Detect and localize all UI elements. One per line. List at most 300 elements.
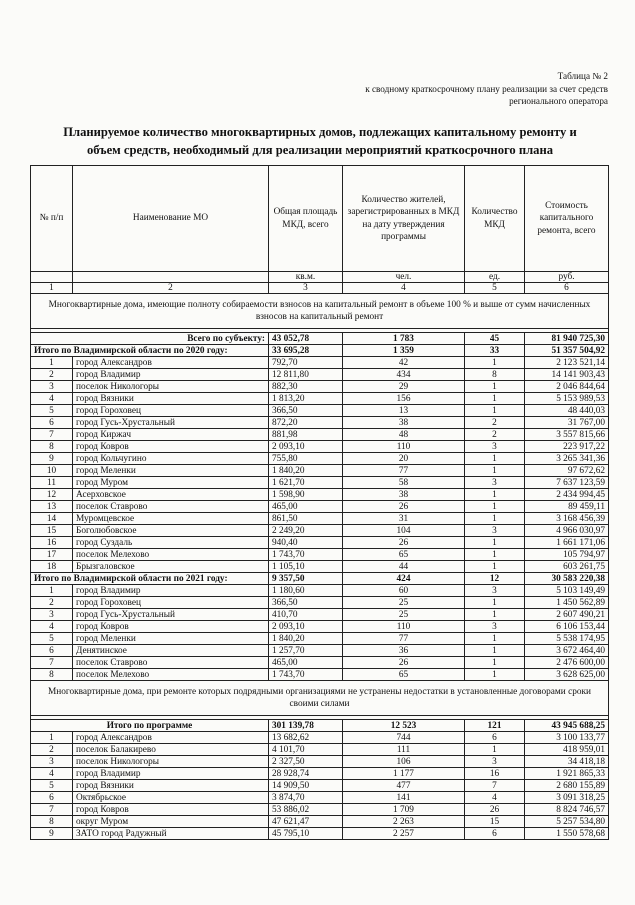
row-number: 4 [31,621,73,633]
cost-value: 2 476 600,00 [525,657,609,669]
cost-value: 8 824 746,57 [525,804,609,816]
total-residents: 424 [343,573,465,585]
count-value: 1 [465,501,525,513]
count-value: 1 [465,453,525,465]
area-value: 465,00 [269,501,343,513]
area-value: 872,20 [269,417,343,429]
count-value: 26 [465,804,525,816]
municipality-name: поселок Ставрово [73,657,269,669]
cost-value: 34 418,18 [525,756,609,768]
municipality-name: город Владимир [73,768,269,780]
section-caption-row [31,681,609,716]
area-value: 881,98 [269,429,343,441]
section-caption: Многоквартирные дома, имеющие полноту собираемости взносов на капитальный ремонт в объеме 100 % и выше от сумм начисленных взносов на капитальный ремонт [31,294,609,329]
cost-value: 3 265 341,36 [525,453,609,465]
count-value: 7 [465,780,525,792]
area-value: 1 621,70 [269,477,343,489]
residents-value: 110 [343,621,465,633]
row-number: 13 [31,501,73,513]
municipality-name: Муромцевское [73,513,269,525]
cost-value: 5 103 149,49 [525,585,609,597]
area-value: 28 928,74 [269,768,343,780]
residents-value: 106 [343,756,465,768]
residents-value: 141 [343,792,465,804]
area-value: 1 105,10 [269,561,343,573]
municipality-name: город Владимир [73,369,269,381]
total-residents: 1 783 [343,333,465,345]
count-value: 4 [465,792,525,804]
total-row [31,720,609,732]
area-value: 45 795,10 [269,828,343,840]
total-count: 45 [465,333,525,345]
municipality-name: город Суздаль [73,537,269,549]
count-value: 3 [465,585,525,597]
area-value: 366,50 [269,405,343,417]
row-number: 8 [31,441,73,453]
municipality-name: город Гороховец [73,597,269,609]
residents-value: 13 [343,405,465,417]
row-number: 18 [31,561,73,573]
cost-value: 3 100 133,77 [525,732,609,744]
cost-value: 1 550 578,68 [525,828,609,840]
cost-value: 105 794,97 [525,549,609,561]
residents-value: 110 [343,441,465,453]
table-row [31,633,609,645]
count-value: 1 [465,549,525,561]
table-row [31,756,609,768]
column-numbers-row [31,283,609,294]
col-cost-header: Стоимость капитального ремонта, всего [525,166,609,272]
municipality-name: город Кольчугино [73,453,269,465]
area-value: 2 093,10 [269,441,343,453]
total-area: 43 052,78 [269,333,343,345]
area-value: 861,50 [269,513,343,525]
unit-count: ед. [465,272,525,283]
table-row [31,597,609,609]
unit-cost: руб. [525,272,609,283]
total-residents: 1 359 [343,345,465,357]
cost-value: 2 607 490,21 [525,609,609,621]
area-value: 1 257,70 [269,645,343,657]
colnum: 4 [343,283,465,294]
count-value: 2 [465,429,525,441]
municipality-name: поселок Никологоры [73,381,269,393]
table-row [31,609,609,621]
row-number: 2 [31,369,73,381]
total-count: 33 [465,345,525,357]
total-area: 301 139,78 [269,720,343,732]
row-number: 12 [31,489,73,501]
col-count-header: Количество МКД [465,166,525,272]
municipality-name: город Гусь-Хрустальный [73,609,269,621]
area-value: 940,40 [269,537,343,549]
row-number: 5 [31,780,73,792]
municipality-name: город Владимир [73,585,269,597]
municipality-name: город Вязники [73,393,269,405]
total-cost: 43 945 688,25 [525,720,609,732]
table-note [365,70,608,108]
residents-value: 38 [343,417,465,429]
cost-value: 1 921 865,33 [525,768,609,780]
row-number: 6 [31,645,73,657]
table-row [31,804,609,816]
count-value: 1 [465,597,525,609]
row-number: 9 [31,828,73,840]
table-row [31,393,609,405]
cost-value: 223 917,22 [525,441,609,453]
total-count: 12 [465,573,525,585]
total-cost: 81 940 725,30 [525,333,609,345]
count-value: 1 [465,669,525,681]
cost-value: 48 440,03 [525,405,609,417]
municipality-name: город Киржач [73,429,269,441]
table-row [31,744,609,756]
count-value: 6 [465,828,525,840]
colnum: 2 [73,283,269,294]
row-number: 11 [31,477,73,489]
table-row [31,441,609,453]
residents-value: 31 [343,513,465,525]
table-row [31,537,609,549]
row-number: 2 [31,744,73,756]
residents-value: 48 [343,429,465,441]
count-value: 8 [465,369,525,381]
count-value: 1 [465,381,525,393]
total-area: 9 357,50 [269,573,343,585]
area-value: 882,30 [269,381,343,393]
table-row [31,489,609,501]
row-number: 5 [31,405,73,417]
table-row [31,405,609,417]
col-area-header: Общая площадь МКД, всего [269,166,343,272]
row-number: 3 [31,381,73,393]
total-row [31,573,609,585]
area-value: 1 743,70 [269,549,343,561]
unit-empty [73,272,269,283]
residents-value: 65 [343,549,465,561]
cost-value: 4 966 030,97 [525,525,609,537]
residents-value: 60 [343,585,465,597]
row-number: 10 [31,465,73,477]
table-row [31,780,609,792]
row-number: 2 [31,597,73,609]
area-value: 2 327,50 [269,756,343,768]
municipality-name: Асерховское [73,489,269,501]
table-row [31,417,609,429]
area-value: 2 093,10 [269,621,343,633]
section-caption: Многоквартирные дома, при ремонте которых подрядными организациями не устранены недостатки в установленные договорами сроки своими силами [31,681,609,716]
total-row [31,345,609,357]
table-row [31,657,609,669]
residents-value: 26 [343,657,465,669]
total-cost: 30 583 220,38 [525,573,609,585]
header-row [31,166,609,272]
row-number: 5 [31,633,73,645]
units-row [31,272,609,283]
table-row [31,621,609,633]
residents-value: 1 177 [343,768,465,780]
total-count: 121 [465,720,525,732]
area-value: 4 101,70 [269,744,343,756]
count-value: 6 [465,732,525,744]
unit-empty [31,272,73,283]
residents-value: 38 [343,489,465,501]
municipality-name: округ Муром [73,816,269,828]
residents-value: 44 [343,561,465,573]
row-number: 15 [31,525,73,537]
municipality-name: Боголюбовское [73,525,269,537]
residents-value: 77 [343,633,465,645]
residents-value: 434 [343,369,465,381]
table-row [31,828,609,840]
colnum: 6 [525,283,609,294]
municipality-name: Октябрьское [73,792,269,804]
area-value: 410,70 [269,609,343,621]
row-number: 8 [31,669,73,681]
area-value: 792,70 [269,357,343,369]
col-residents-header: Количество жителей, зарегистрированных в МКД на дату утверждения программы [343,166,465,272]
municipality-name: поселок Мелехово [73,549,269,561]
title-line-1: Планируемое количество многоквартирных домов, подлежащих капитальному ремонту и [63,125,577,139]
table-row [31,501,609,513]
count-value: 3 [465,477,525,489]
cost-value: 5 153 989,53 [525,393,609,405]
municipality-name: город Муром [73,477,269,489]
area-value: 12 811,80 [269,369,343,381]
table-row [31,669,609,681]
cost-value: 3 628 625,00 [525,669,609,681]
unit-residents: чел. [343,272,465,283]
residents-value: 744 [343,732,465,744]
col-name-header: Наименование МО [73,166,269,272]
table-row [31,561,609,573]
municipality-name: Денятинское [73,645,269,657]
table-row [31,357,609,369]
cost-value: 2 046 844,64 [525,381,609,393]
count-value: 1 [465,561,525,573]
row-number: 8 [31,816,73,828]
count-value: 1 [465,513,525,525]
count-value: 3 [465,621,525,633]
count-value: 1 [465,645,525,657]
table-row [31,768,609,780]
row-number: 7 [31,657,73,669]
count-value: 3 [465,525,525,537]
cost-value: 418 959,01 [525,744,609,756]
residents-value: 156 [343,393,465,405]
table-row [31,732,609,744]
residents-value: 29 [343,381,465,393]
total-residents: 12 523 [343,720,465,732]
area-value: 47 621,47 [269,816,343,828]
count-value: 1 [465,465,525,477]
municipality-name: город Александров [73,732,269,744]
cost-value: 3 168 456,39 [525,513,609,525]
cost-value: 97 672,62 [525,465,609,477]
table-row [31,465,609,477]
table-row [31,369,609,381]
count-value: 3 [465,441,525,453]
count-value: 1 [465,744,525,756]
cost-value: 2 680 155,89 [525,780,609,792]
count-value: 1 [465,405,525,417]
cost-value: 5 257 534,80 [525,816,609,828]
count-value: 1 [465,633,525,645]
cost-value: 31 767,00 [525,417,609,429]
residents-value: 111 [343,744,465,756]
residents-value: 25 [343,597,465,609]
row-number: 1 [31,732,73,744]
area-value: 1 743,70 [269,669,343,681]
colnum: 5 [465,283,525,294]
residents-value: 77 [343,465,465,477]
municipality-name: поселок Мелехово [73,669,269,681]
row-number: 1 [31,585,73,597]
row-number: 6 [31,792,73,804]
cost-value: 14 141 903,43 [525,369,609,381]
area-value: 1 813,20 [269,393,343,405]
cost-value: 2 123 521,14 [525,357,609,369]
row-number: 3 [31,609,73,621]
row-number: 16 [31,537,73,549]
total-label: Всего по субъекту: [31,333,269,345]
count-value: 1 [465,537,525,549]
municipality-name: ЗАТО город Радужный [73,828,269,840]
residents-value: 2 257 [343,828,465,840]
residents-value: 42 [343,357,465,369]
area-value: 14 909,50 [269,780,343,792]
col-num-header: № п/п [31,166,73,272]
cost-value: 7 637 123,59 [525,477,609,489]
total-area: 33 695,28 [269,345,343,357]
cost-value: 89 459,11 [525,501,609,513]
document-title [30,123,610,159]
title-line-2: объем средств, необходимый для реализации мероприятий краткосрочного плана [86,143,554,157]
area-value: 465,00 [269,657,343,669]
table-row [31,429,609,441]
area-value: 3 874,70 [269,792,343,804]
residents-value: 36 [343,645,465,657]
residents-value: 2 263 [343,816,465,828]
row-number: 14 [31,513,73,525]
count-value: 1 [465,393,525,405]
total-label: Итого по программе [31,720,269,732]
cost-value: 1 450 562,89 [525,597,609,609]
cost-value: 5 538 174,95 [525,633,609,645]
municipality-name: город Ковров [73,441,269,453]
count-value: 2 [465,417,525,429]
row-number: 4 [31,393,73,405]
row-number: 6 [31,417,73,429]
cost-value: 1 661 171,06 [525,537,609,549]
colnum: 1 [31,283,73,294]
total-row [31,333,609,345]
count-value: 16 [465,768,525,780]
count-value: 15 [465,816,525,828]
municipality-name: город Ковров [73,621,269,633]
colnum: 3 [269,283,343,294]
area-value: 53 886,02 [269,804,343,816]
table-row [31,525,609,537]
table-row [31,792,609,804]
count-value: 3 [465,756,525,768]
row-number: 3 [31,756,73,768]
row-number: 7 [31,804,73,816]
row-number: 4 [31,768,73,780]
municipality-name: город Меленки [73,633,269,645]
municipality-name: Брызгаловское [73,561,269,573]
table-row [31,645,609,657]
area-value: 1 180,60 [269,585,343,597]
municipality-name: город Гусь-Хрустальный [73,417,269,429]
table-row [31,513,609,525]
row-number: 7 [31,429,73,441]
area-value: 13 682,62 [269,732,343,744]
area-value: 755,80 [269,453,343,465]
unit-area: кв.м. [269,272,343,283]
table-number: Таблица № 2 [557,71,608,81]
cost-value: 603 261,75 [525,561,609,573]
row-number: 1 [31,357,73,369]
total-cost: 51 357 504,92 [525,345,609,357]
area-value: 2 249,20 [269,525,343,537]
table-row [31,453,609,465]
residents-value: 26 [343,501,465,513]
area-value: 1 598,90 [269,489,343,501]
municipality-name: город Меленки [73,465,269,477]
residents-value: 477 [343,780,465,792]
municipality-name: город Александров [73,357,269,369]
municipality-name: поселок Ставрово [73,501,269,513]
residents-value: 104 [343,525,465,537]
municipality-name: город Гороховец [73,405,269,417]
cost-value: 3 672 464,40 [525,645,609,657]
area-value: 1 840,20 [269,633,343,645]
table-row [31,816,609,828]
row-number: 17 [31,549,73,561]
residents-value: 20 [343,453,465,465]
residents-value: 65 [343,669,465,681]
cost-value: 6 106 153,44 [525,621,609,633]
cost-value: 2 434 994,45 [525,489,609,501]
residents-value: 58 [343,477,465,489]
count-value: 1 [465,357,525,369]
area-value: 1 840,20 [269,465,343,477]
residents-value: 26 [343,537,465,549]
count-value: 1 [465,657,525,669]
count-value: 1 [465,609,525,621]
municipality-name: поселок Балакирево [73,744,269,756]
row-number: 9 [31,453,73,465]
table-row [31,477,609,489]
table-row [31,549,609,561]
total-label: Итого по Владимирской области по 2020 году: [31,345,269,357]
cost-value: 3 557 815,66 [525,429,609,441]
municipality-name: город Ковров [73,804,269,816]
note-line-2: регионального оператора [509,96,608,106]
table-row [31,381,609,393]
municipality-name: поселок Никологоры [73,756,269,768]
note-line-1: к сводному краткосрочному плану реализации за счет средств [365,83,608,94]
residents-value: 25 [343,609,465,621]
plan-table [30,165,609,840]
table-row [31,585,609,597]
count-value: 1 [465,489,525,501]
residents-value: 1 709 [343,804,465,816]
cost-value: 3 091 318,25 [525,792,609,804]
municipality-name: город Вязники [73,780,269,792]
total-label: Итого по Владимирской области по 2021 году: [31,573,269,585]
